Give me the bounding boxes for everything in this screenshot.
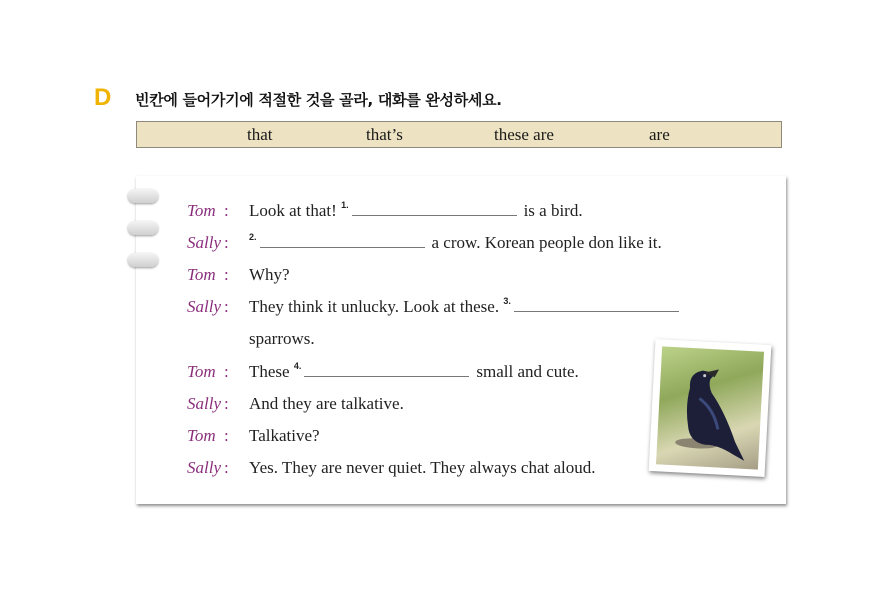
blank-number: 1. <box>341 200 349 210</box>
dialogue-text <box>249 265 290 285</box>
speaker-name: Sally <box>187 233 221 252</box>
speaker-colon: : <box>224 362 229 381</box>
dialogue-line <box>136 297 736 321</box>
dialogue-text <box>249 233 662 253</box>
dialogue-text <box>249 297 686 317</box>
answer-blank[interactable] <box>304 362 469 377</box>
text-before: Talkative? <box>249 426 320 445</box>
section-letter: D <box>94 84 112 111</box>
answer-blank[interactable] <box>514 297 679 312</box>
blank-number: 4. <box>293 361 302 371</box>
text-after: is a bird. <box>523 201 583 220</box>
crow-photo <box>649 339 772 477</box>
dialogue-line <box>136 265 736 289</box>
speaker-colon: : <box>224 394 229 413</box>
answer-blank[interactable] <box>352 201 517 216</box>
crow-icon <box>656 346 764 469</box>
speaker-name: Sally <box>187 297 221 316</box>
word-bank-item: are <box>649 125 670 144</box>
speaker-colon: : <box>224 426 229 445</box>
blank-number: 2. <box>249 232 257 242</box>
dialogue-line <box>136 233 736 257</box>
dialogue-line <box>136 201 736 225</box>
speaker-colon: : <box>224 233 229 252</box>
word-bank-item: that <box>247 125 273 144</box>
text-before: And they are talkative. <box>249 394 404 413</box>
speaker-name: Tom <box>187 426 216 445</box>
speaker-colon: : <box>224 201 229 220</box>
text-after: a crow. Korean people don like it. <box>431 233 662 252</box>
dialogue-text <box>249 458 596 478</box>
speaker-name: Sally <box>187 458 221 477</box>
speaker-colon: : <box>224 297 229 316</box>
speaker-colon: : <box>224 458 229 477</box>
text-before: Yes. They are never quiet. They always chat aloud. <box>249 458 596 477</box>
speaker-name: Tom <box>187 201 216 220</box>
dialogue-text <box>249 426 320 446</box>
dialogue-line <box>136 458 736 482</box>
speaker-name: Tom <box>187 265 216 284</box>
answer-blank[interactable] <box>260 233 425 248</box>
text-after: small and cute. <box>476 362 579 381</box>
dialogue-text <box>249 201 583 221</box>
dialogue-line <box>136 362 736 386</box>
text-before: Look at that! <box>249 201 337 220</box>
speaker-name: Tom <box>187 362 216 381</box>
instruction-text: 빈칸에 들어가기에 적절한 것을 골라, 대화를 완성하세요. <box>135 91 502 109</box>
text-before: These <box>249 362 290 381</box>
text-before: They think it unlucky. Look at these. <box>249 297 500 316</box>
word-bank-item: that’s <box>366 125 403 144</box>
dialogue-line <box>136 394 736 418</box>
word-bank-item: these are <box>494 125 554 144</box>
speaker-name: Sally <box>187 394 221 413</box>
blank-number: 3. <box>503 296 511 306</box>
dialogue-line <box>136 329 736 353</box>
word-bank <box>136 121 782 148</box>
dialogue-text <box>249 394 404 414</box>
dialogue-card <box>136 176 786 504</box>
text-before: Why? <box>249 265 290 284</box>
dialogue-text <box>249 362 579 382</box>
speaker-colon: : <box>224 265 229 284</box>
dialogue-line <box>136 426 736 450</box>
dialogue-text <box>249 329 315 349</box>
text-before: sparrows. <box>249 329 315 348</box>
